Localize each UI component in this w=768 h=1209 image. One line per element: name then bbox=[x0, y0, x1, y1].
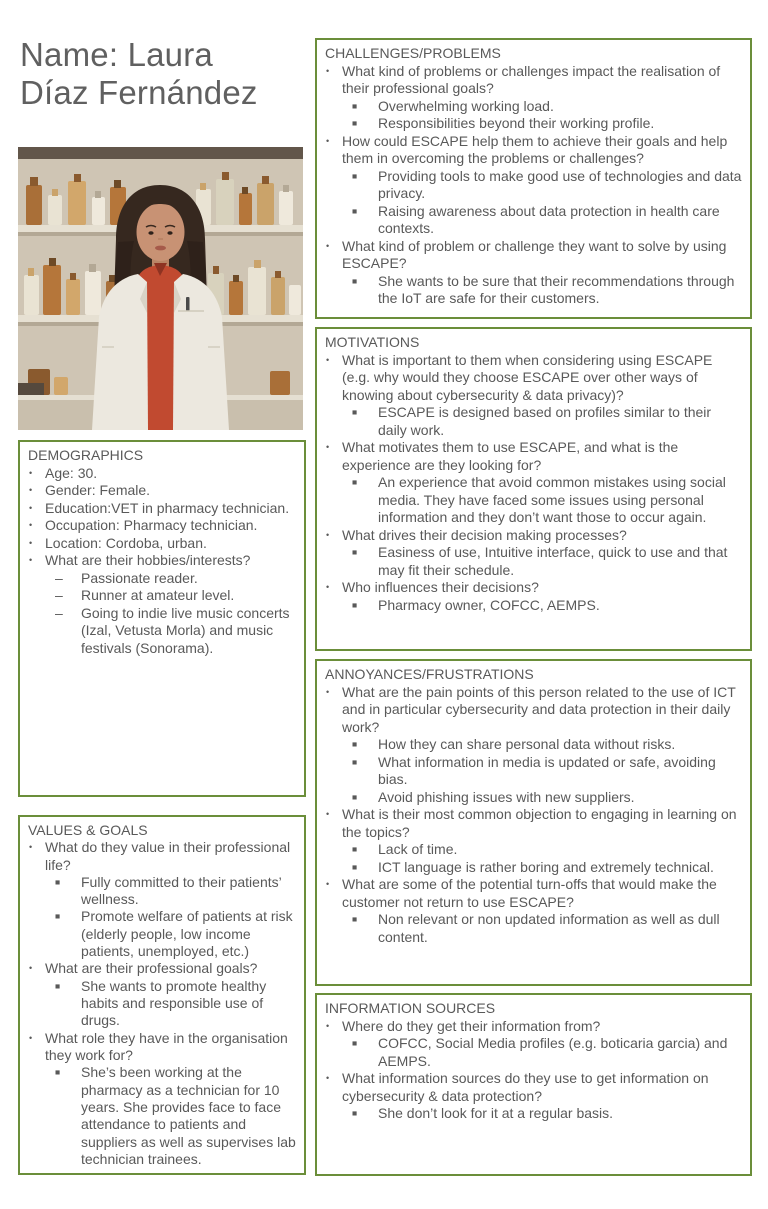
dot-bullet-icon: • bbox=[326, 1073, 330, 1083]
information-sources-list bbox=[323, 1018, 742, 1123]
persona-name-title: Name: Laura Díaz Fernández bbox=[20, 36, 258, 112]
list-item bbox=[26, 587, 296, 605]
list-item bbox=[26, 839, 296, 874]
item-text: What motivates them to use ESCAPE, and what is the experience are they looking for? bbox=[342, 439, 679, 473]
item-text: ICT language is rather boring and extremely technical. bbox=[378, 858, 714, 875]
dot-bullet-icon: • bbox=[326, 582, 330, 592]
square-bullet-icon: ■ bbox=[55, 911, 61, 922]
dot-bullet-icon: • bbox=[326, 135, 330, 146]
item-text: What drives their decision making processes? bbox=[342, 526, 627, 543]
dot-bullet-icon: • bbox=[29, 537, 33, 548]
item-text: What are their hobbies/interests? bbox=[45, 552, 251, 568]
list-item bbox=[323, 736, 742, 754]
dot-bullet-icon: • bbox=[29, 1032, 33, 1043]
dot-bullet-icon: • bbox=[326, 529, 330, 540]
square-bullet-icon: ■ bbox=[352, 118, 358, 128]
square-bullet-icon: ■ bbox=[352, 547, 358, 557]
square-bullet-icon: ■ bbox=[352, 791, 358, 802]
square-bullet-icon: ■ bbox=[352, 599, 358, 610]
square-bullet-icon: ■ bbox=[352, 100, 358, 111]
list-item bbox=[323, 1070, 742, 1105]
square-bullet-icon: ■ bbox=[352, 477, 358, 487]
list-item bbox=[323, 859, 742, 877]
item-text: Easiness of use, Intuitive interface, quick to use and that may fit their schedule. bbox=[378, 544, 728, 578]
square-bullet-icon: ■ bbox=[352, 275, 358, 286]
square-bullet-icon: ■ bbox=[352, 914, 358, 924]
list-item bbox=[323, 841, 742, 859]
item-text: Raising awareness about data protection in health care contexts. bbox=[378, 202, 720, 236]
dash-bullet-icon: – bbox=[55, 587, 63, 603]
section-title: INFORMATION SOURCES bbox=[325, 1000, 496, 1016]
square-bullet-icon: ■ bbox=[352, 1038, 358, 1048]
list-item bbox=[26, 535, 296, 553]
item-text: What information sources do they use to get information on cybersecurity & data protection? bbox=[342, 1070, 709, 1104]
square-bullet-icon: ■ bbox=[352, 407, 358, 417]
item-text: Fully committed to their patients’ wellness. bbox=[81, 873, 282, 908]
list-item bbox=[323, 1105, 742, 1123]
dot-bullet-icon: • bbox=[326, 354, 330, 365]
list-item bbox=[26, 1064, 296, 1168]
section-title: DEMOGRAPHICS bbox=[28, 447, 144, 463]
list-item bbox=[323, 1018, 742, 1036]
item-text: Promote welfare of patients at risk (elderly people, low income patients, unemployed, etc.) bbox=[81, 908, 293, 960]
list-item bbox=[323, 1035, 742, 1070]
item-text: Non relevant or non updated information as well as dull content. bbox=[378, 911, 720, 945]
dot-bullet-icon: • bbox=[29, 485, 33, 495]
item-text: COFCC, Social Media profiles (e.g. boticaria garcia) and AEMPS. bbox=[378, 1035, 728, 1069]
list-item bbox=[26, 960, 296, 978]
values-goals-section bbox=[18, 815, 306, 1175]
item-text: What kind of problem or challenge they want to solve by using ESCAPE? bbox=[342, 237, 727, 271]
item-text: An experience that avoid common mistakes using social media. They have faced some issues using personal information and they don’t want those to occur again. bbox=[378, 474, 726, 525]
item-text: Avoid phishing issues with new suppliers. bbox=[378, 788, 635, 805]
list-item bbox=[323, 806, 742, 841]
list-item bbox=[323, 168, 742, 203]
persona-photo bbox=[18, 147, 303, 430]
item-text: Occupation: Pharmacy technician. bbox=[45, 517, 258, 533]
list-item bbox=[26, 874, 296, 909]
item-text: She wants to promote healthy habits and responsible use of drugs. bbox=[81, 977, 267, 1029]
item-text: What information in media is updated or safe, avoiding bias. bbox=[378, 753, 716, 787]
item-text: Going to indie live music concerts (Izal, Vetusta Morla) and music festivals (Sonorama). bbox=[81, 604, 290, 656]
item-text: Location: Cordoba, urban. bbox=[45, 534, 207, 551]
challenges-list bbox=[323, 63, 742, 308]
motivations-list bbox=[323, 352, 742, 615]
square-bullet-icon: ■ bbox=[55, 1067, 61, 1078]
list-item bbox=[323, 911, 742, 946]
list-item bbox=[26, 570, 296, 588]
values-goals-list bbox=[26, 839, 296, 1168]
section-title: VALUES & GOALS bbox=[28, 822, 148, 838]
item-text: Gender: Female. bbox=[45, 482, 151, 498]
list-item bbox=[26, 552, 296, 570]
item-text: What role they have in the organisation they work for? bbox=[45, 1029, 288, 1064]
list-item bbox=[323, 527, 742, 545]
item-text: Lack of time. bbox=[378, 841, 458, 857]
list-item bbox=[323, 876, 742, 911]
square-bullet-icon: ■ bbox=[352, 1108, 358, 1118]
square-bullet-icon: ■ bbox=[352, 170, 358, 181]
item-text: What are the pain points of this person related to the use of ICT and in particular cybersecurity and data protection in their daily work? bbox=[342, 683, 736, 735]
list-item bbox=[323, 98, 742, 116]
item-text: What is important to them when considering using ESCAPE (e.g. why would they choose ESCAPE over other ways of knowing about cybersecurity & data privacy)? bbox=[342, 351, 713, 403]
dot-bullet-icon: • bbox=[326, 686, 330, 697]
list-item bbox=[26, 978, 296, 1030]
item-text: How could ESCAPE help them to achieve their goals and help them in overcoming the problems or challenges? bbox=[342, 132, 728, 166]
list-item bbox=[323, 203, 742, 238]
square-bullet-icon: ■ bbox=[352, 205, 358, 216]
list-item bbox=[323, 352, 742, 405]
square-bullet-icon: ■ bbox=[352, 861, 358, 872]
item-text: She wants to be sure that their recommendations through the IoT are safe for their customers. bbox=[378, 272, 735, 306]
list-item bbox=[323, 404, 742, 439]
list-item bbox=[323, 474, 742, 527]
dot-bullet-icon: • bbox=[29, 520, 33, 530]
section-title: ANNOYANCES/FRUSTRATIONS bbox=[325, 666, 534, 682]
list-item bbox=[323, 273, 742, 308]
dot-bullet-icon: • bbox=[29, 963, 33, 974]
item-text: Passionate reader. bbox=[81, 569, 198, 586]
item-text: Age: 30. bbox=[45, 464, 98, 481]
item-text: Education:VET in pharmacy technician. bbox=[45, 499, 290, 516]
dot-bullet-icon: • bbox=[326, 442, 330, 452]
square-bullet-icon: ■ bbox=[352, 756, 358, 767]
item-text: Runner at amateur level. bbox=[81, 587, 235, 603]
dot-bullet-icon: • bbox=[29, 842, 33, 853]
section-title: CHALLENGES/PROBLEMS bbox=[325, 45, 501, 61]
list-item bbox=[323, 544, 742, 579]
item-text: What kind of problems or challenges impact the realisation of their professional goals? bbox=[342, 62, 721, 96]
annoyances-list bbox=[323, 684, 742, 947]
dot-bullet-icon: • bbox=[326, 1020, 330, 1031]
list-item bbox=[26, 465, 296, 483]
list-item bbox=[323, 115, 742, 133]
dot-bullet-icon: • bbox=[326, 879, 330, 889]
item-text: Overwhelming working load. bbox=[378, 97, 554, 114]
square-bullet-icon: ■ bbox=[352, 739, 358, 749]
dot-bullet-icon: • bbox=[326, 240, 330, 251]
list-item bbox=[323, 754, 742, 789]
item-text: What is their most common objection to engaging in learning on the topics? bbox=[342, 806, 737, 840]
item-text: Pharmacy owner, COFCC, AEMPS. bbox=[378, 596, 600, 613]
challenges-problems-section bbox=[315, 38, 752, 319]
item-text: Who influences their decisions? bbox=[342, 579, 539, 595]
list-item bbox=[323, 789, 742, 807]
list-item bbox=[26, 908, 296, 960]
list-item bbox=[26, 517, 296, 535]
list-item bbox=[323, 133, 742, 168]
dot-bullet-icon: • bbox=[29, 555, 33, 565]
list-item bbox=[26, 1030, 296, 1065]
list-item bbox=[323, 597, 742, 615]
demographics-list bbox=[26, 465, 296, 658]
list-item bbox=[26, 482, 296, 500]
item-text: Where do they get their information from? bbox=[342, 1017, 601, 1034]
item-text: She don’t look for it at a regular basis. bbox=[378, 1105, 614, 1121]
square-bullet-icon: ■ bbox=[352, 844, 358, 854]
item-text: Providing tools to make good use of technologies and data privacy. bbox=[378, 167, 742, 201]
square-bullet-icon: ■ bbox=[55, 980, 61, 991]
list-item bbox=[26, 500, 296, 518]
motivations-section bbox=[315, 327, 752, 651]
dot-bullet-icon: • bbox=[29, 467, 33, 478]
list-item bbox=[323, 439, 742, 474]
item-text: Responsibilities beyond their working profile. bbox=[378, 115, 655, 131]
dot-bullet-icon: • bbox=[326, 809, 330, 819]
dash-bullet-icon: – bbox=[55, 569, 63, 586]
square-bullet-icon: ■ bbox=[55, 876, 61, 887]
list-item bbox=[323, 684, 742, 737]
item-text: She’s been working at the pharmacy as a technician for 10 years. She provides face to face attendance to patients and suppliers as well as supervises lab technician trainees. bbox=[81, 1064, 296, 1167]
annoyances-frustrations-section bbox=[315, 659, 752, 986]
dot-bullet-icon: • bbox=[29, 502, 33, 513]
item-text: How they can share personal data without risks. bbox=[378, 736, 676, 752]
item-text: ESCAPE is designed based on profiles similar to their daily work. bbox=[378, 404, 712, 438]
item-text: What do they value in their professional life? bbox=[45, 839, 291, 873]
dash-bullet-icon: – bbox=[55, 604, 63, 621]
item-text: What are some of the potential turn-offs that would make the customer not return to use ESCAPE? bbox=[342, 876, 717, 910]
list-item bbox=[26, 605, 296, 658]
list-item bbox=[323, 63, 742, 98]
demographics-section bbox=[18, 440, 306, 797]
section-title: MOTIVATIONS bbox=[325, 334, 420, 350]
list-item bbox=[323, 579, 742, 597]
list-item bbox=[323, 238, 742, 273]
item-text: What are their professional goals? bbox=[45, 960, 258, 977]
dot-bullet-icon: • bbox=[326, 65, 330, 76]
information-sources-section bbox=[315, 993, 752, 1176]
